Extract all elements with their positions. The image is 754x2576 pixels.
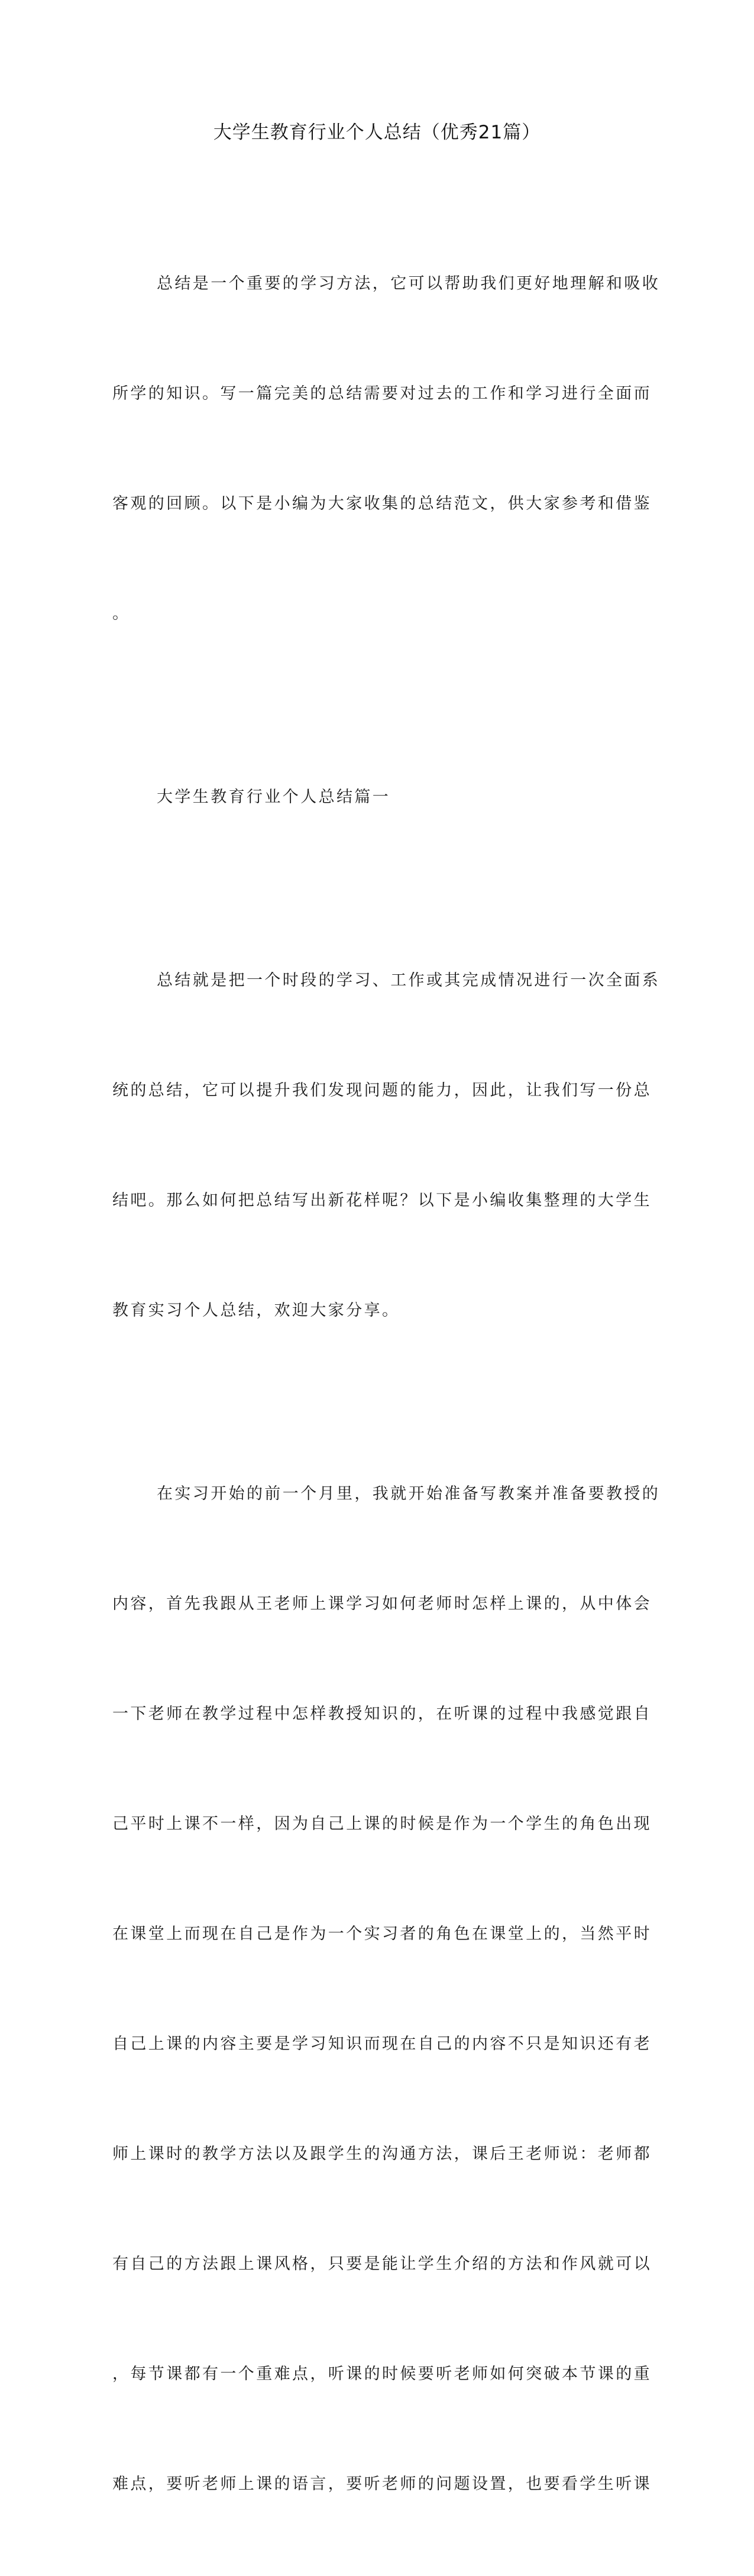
text-line: 客观的回顾。以下是小编为大家收集的总结范文，供大家参考和借鉴 bbox=[112, 494, 652, 513]
document-body bbox=[112, 192, 661, 2576]
text-line: 师上课时的教学方法以及跟学生的沟通方法，课后王老师说：老师都 bbox=[112, 2145, 652, 2163]
text-line: 难点，要听老师上课的语言，要听老师的问题设置，也要看学生听课 bbox=[112, 2475, 652, 2493]
text-line: 所学的知识。写一篇完美的总结需要对过去的工作和学习进行全面而 bbox=[112, 384, 652, 403]
section-heading-text: 大学生教育行业个人总结篇一 bbox=[157, 788, 391, 806]
text-line: 在课堂上而现在自己是作为一个实习者的角色在课堂上的，当然平时 bbox=[112, 1925, 652, 1943]
text-line: 自己上课的内容主要是学习知识而现在自己的内容不只是知识还有老 bbox=[112, 2035, 652, 2053]
text-line: 有自己的方法跟上课风格，只要是能让学生介绍的方法和作风就可以 bbox=[112, 2255, 652, 2273]
text-line: 己平时上课不一样，因为自己上课的时候是作为一个学生的角色出现 bbox=[112, 1815, 652, 1833]
text-line: 内容，首先我跟从王老师上课学习如何老师时怎样上课的，从中体会 bbox=[112, 1595, 652, 1613]
paragraph-internship bbox=[112, 1402, 661, 2576]
text-line: 总结就是把一个时段的学习、工作或其完成情况进行一次全面系 bbox=[157, 971, 661, 990]
text-line: ，每节课都有一个重难点，听课的时候要听老师如何突破本节课的重 bbox=[112, 2365, 652, 2383]
text-line: 教育实习个人总结，欢迎大家分享。 bbox=[112, 1301, 400, 1320]
text-line: 总结是一个重要的学习方法，它可以帮助我们更好地理解和吸收 bbox=[157, 274, 661, 293]
text-line: 在实习开始的前一个月里，我就开始准备写教案并准备要教授的 bbox=[157, 1485, 661, 1503]
section-heading bbox=[112, 706, 642, 889]
text-line: 一下老师在教学过程中怎样教授知识的，在听课的过程中我感觉跟自 bbox=[112, 1705, 652, 1723]
paragraph-summary bbox=[112, 889, 661, 1402]
document-title: 大学生教育行业个人总结（优秀21篇） bbox=[213, 122, 541, 143]
paragraph-intro bbox=[112, 192, 661, 706]
text-line: 。 bbox=[112, 605, 131, 623]
text-line: 统的总结，它可以提升我们发现问题的能力，因此，让我们写一份总 bbox=[112, 1081, 652, 1100]
text-line: 结吧。那么如何把总结写出新花样呢？以下是小编收集整理的大学生 bbox=[112, 1191, 652, 1210]
